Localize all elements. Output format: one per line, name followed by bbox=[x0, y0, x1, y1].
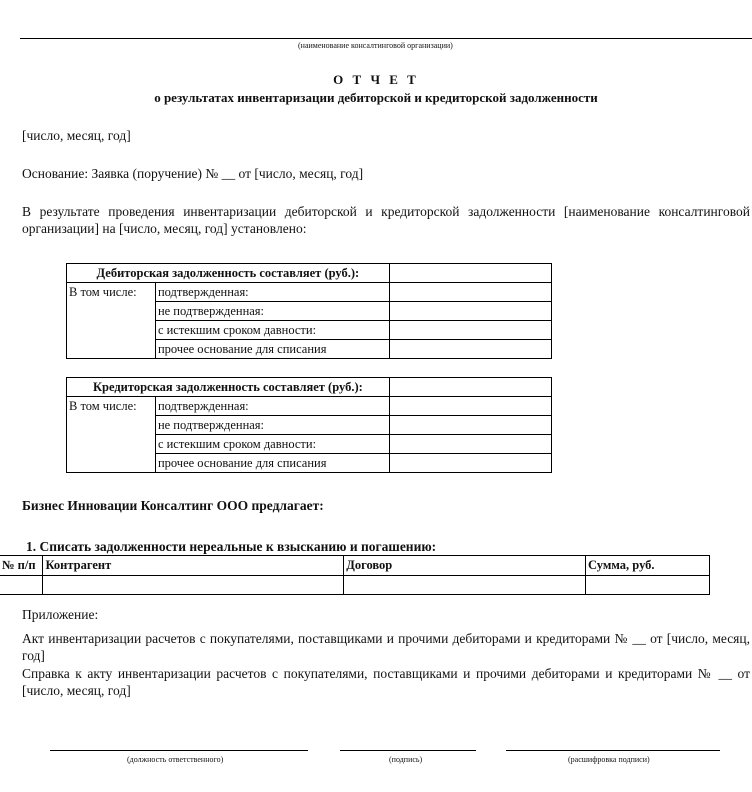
position-caption: (должность ответственного) bbox=[127, 755, 224, 764]
basis-line: Основание: Заявка (поручение) № __ от [число, месяц, год] bbox=[22, 166, 364, 181]
debit-row-label: не подтвержденная: bbox=[155, 302, 389, 321]
credit-row-label: прочее основание для списания bbox=[155, 454, 389, 473]
org-name-line[interactable] bbox=[20, 38, 752, 39]
debit-row-value[interactable] bbox=[389, 302, 551, 321]
column-header-number: № п/п bbox=[0, 556, 43, 576]
signature-decode-line[interactable] bbox=[506, 750, 720, 751]
signature-decode-caption: (расшифровка подписи) bbox=[568, 755, 650, 764]
intro-paragraph: В результате проведения инвентаризации дебиторской и кредиторской задолженности [наименование консалтинговой организации] на [число, месяц, год] установлено: bbox=[22, 204, 750, 236]
offer-heading: Бизнес Инновации Консалтинг ООО предлагает: bbox=[22, 498, 324, 513]
position-signature-line[interactable] bbox=[50, 750, 308, 751]
debit-table bbox=[66, 263, 552, 359]
debit-table-header: Дебиторская задолженность составляет (руб.): bbox=[67, 264, 390, 283]
debit-row-label: подтвержденная: bbox=[155, 283, 389, 302]
credit-total-cell[interactable] bbox=[389, 378, 551, 397]
item1-heading: 1. Списать задолженности нереальные к взысканию и погашению: bbox=[26, 539, 437, 554]
credit-row-label: не подтвержденная: bbox=[155, 416, 389, 435]
appendix-item-1: Акт инвентаризации расчетов с покупателями, поставщиками и прочими дебиторами и кредиторами № __ от [число, месяц, год] bbox=[22, 631, 750, 663]
debit-row-value[interactable] bbox=[389, 340, 551, 359]
write-off-table bbox=[0, 555, 710, 595]
credit-row-value[interactable] bbox=[389, 454, 551, 473]
credit-row-label: с истекшим сроком давности: bbox=[155, 435, 389, 454]
credit-row-value[interactable] bbox=[389, 416, 551, 435]
column-header-amount: Сумма, руб. bbox=[586, 556, 710, 576]
debit-row-value[interactable] bbox=[389, 283, 551, 302]
credit-row-value[interactable] bbox=[389, 435, 551, 454]
debit-row-label: с истекшим сроком давности: bbox=[155, 321, 389, 340]
credit-including-label: В том числе: bbox=[67, 397, 156, 473]
document-title: О Т Ч Е Т bbox=[333, 72, 419, 87]
table-cell[interactable] bbox=[43, 576, 344, 595]
report-date: [число, месяц, год] bbox=[22, 128, 131, 143]
credit-table-header: Кредиторская задолженность составляет (руб.): bbox=[67, 378, 390, 397]
appendix-label: Приложение: bbox=[22, 607, 99, 622]
credit-table bbox=[66, 377, 552, 473]
appendix-item-2: Справка к акту инвентаризации расчетов с покупателями, поставщиками и прочими дебиторами и кредиторами № __ от [число, месяц, год] bbox=[22, 666, 750, 698]
debit-total-cell[interactable] bbox=[389, 264, 551, 283]
column-header-counterparty: Контрагент bbox=[43, 556, 344, 576]
credit-row-label: подтвержденная: bbox=[155, 397, 389, 416]
column-header-contract: Договор bbox=[344, 556, 586, 576]
table-cell[interactable] bbox=[0, 576, 43, 595]
debit-row-value[interactable] bbox=[389, 321, 551, 340]
signature-line[interactable] bbox=[340, 750, 476, 751]
signature-caption: (подпись) bbox=[389, 755, 423, 764]
table-cell[interactable] bbox=[344, 576, 586, 595]
credit-row-value[interactable] bbox=[389, 397, 551, 416]
debit-row-label: прочее основание для списания bbox=[155, 340, 389, 359]
debit-including-label: В том числе: bbox=[67, 283, 156, 359]
table-cell[interactable] bbox=[586, 576, 710, 595]
org-name-caption: (наименование консалтинговой организации) bbox=[298, 41, 453, 50]
document-subtitle: о результатах инвентаризации дебиторской и кредиторской задолженности bbox=[154, 90, 598, 105]
